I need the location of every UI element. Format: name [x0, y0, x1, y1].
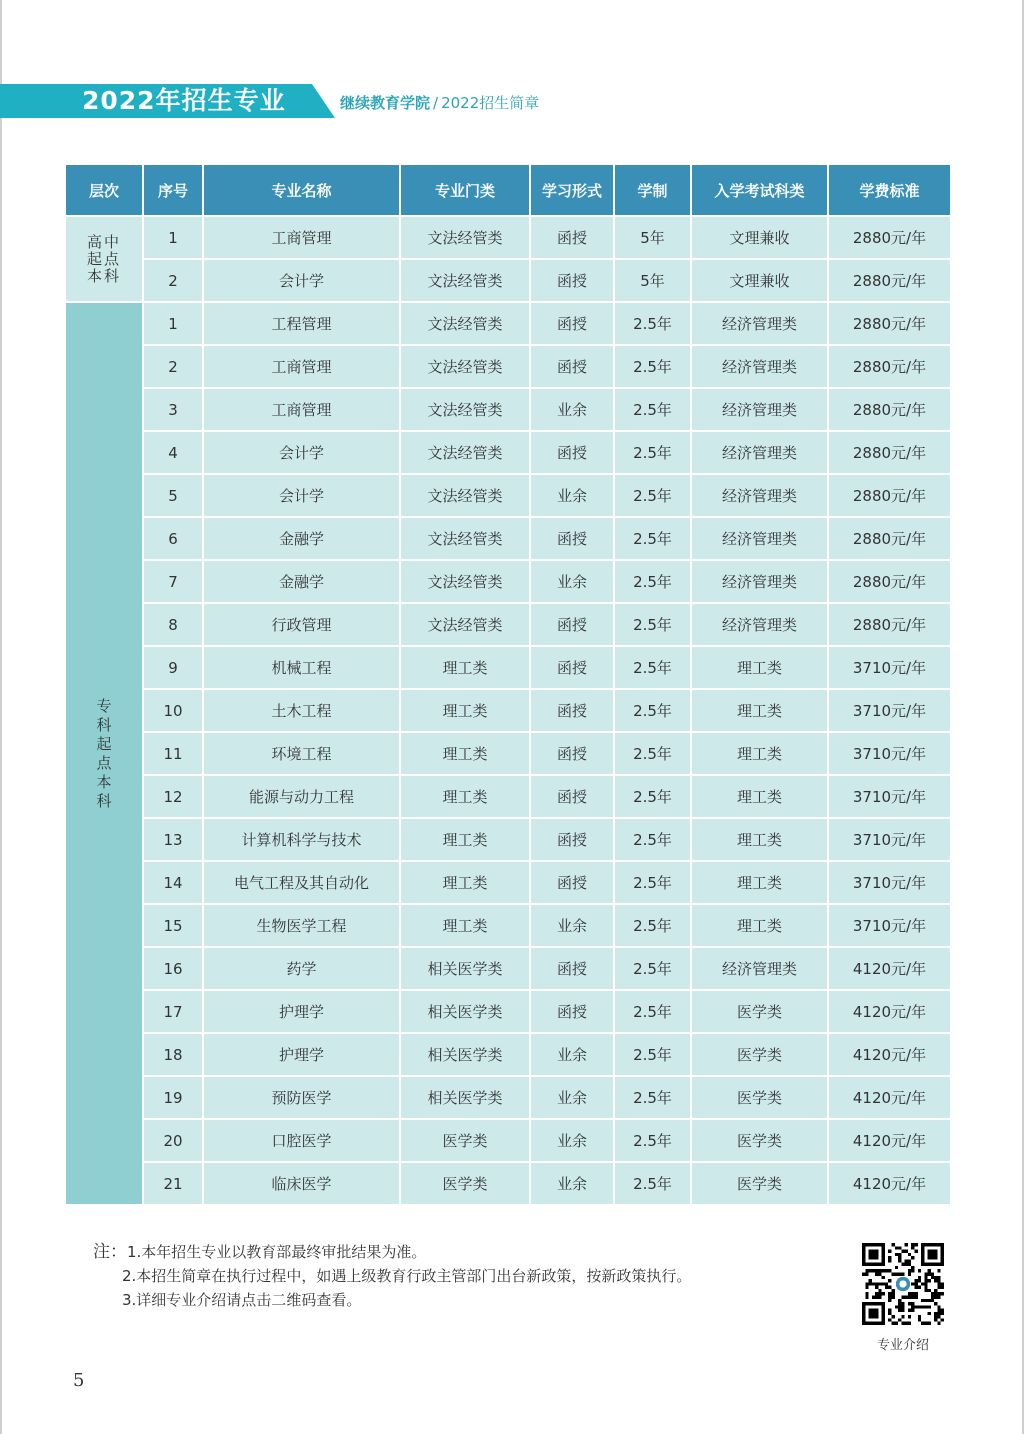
school-name: 继续教育学院 — [340, 94, 431, 112]
cell-study-mode: 业余 — [530, 388, 614, 431]
cell-major: 工商管理 — [203, 345, 400, 388]
table-row — [66, 431, 950, 474]
cell-study-mode: 函授 — [530, 345, 614, 388]
cell-major: 行政管理 — [203, 603, 400, 646]
cell-major: 工商管理 — [203, 216, 400, 259]
cell-category: 相关医学类 — [400, 1033, 530, 1076]
header-exam-subject: 入学考试科类 — [691, 165, 828, 216]
cell-exam-subject: 经济管理类 — [691, 560, 828, 603]
cell-tuition: 2880元/年 — [828, 302, 950, 345]
cell-study-mode: 函授 — [530, 861, 614, 904]
table-row — [66, 1033, 950, 1076]
table-row — [66, 1076, 950, 1119]
cell-exam-subject: 医学类 — [691, 1162, 828, 1205]
table-row — [66, 1119, 950, 1162]
cell-category: 文法经管类 — [400, 517, 530, 560]
level-cell — [66, 302, 143, 1205]
note-item: 2.本招生简章在执行过程中，如遇上级教育行政主管部门出台新政策，按新政策执行。 — [122, 1267, 692, 1285]
table-row — [66, 646, 950, 689]
cell-category: 文法经管类 — [400, 388, 530, 431]
cell-duration: 2.5年 — [614, 431, 691, 474]
page-number: 5 — [73, 1370, 85, 1391]
cell-duration: 2.5年 — [614, 517, 691, 560]
cell-seq: 4 — [143, 431, 203, 474]
cell-seq: 3 — [143, 388, 203, 431]
cell-exam-subject: 医学类 — [691, 1033, 828, 1076]
cell-duration: 2.5年 — [614, 388, 691, 431]
cell-duration: 2.5年 — [614, 990, 691, 1033]
cell-exam-subject: 经济管理类 — [691, 302, 828, 345]
cell-tuition: 4120元/年 — [828, 947, 950, 990]
table-row — [66, 1162, 950, 1205]
cell-study-mode: 业余 — [530, 560, 614, 603]
cell-major: 会计学 — [203, 259, 400, 302]
level-label: 高中起点本科 — [86, 232, 121, 285]
cell-tuition: 3710元/年 — [828, 775, 950, 818]
cell-duration: 2.5年 — [614, 947, 691, 990]
cell-study-mode: 业余 — [530, 904, 614, 947]
cell-major: 机械工程 — [203, 646, 400, 689]
cell-category: 理工类 — [400, 818, 530, 861]
cell-exam-subject: 经济管理类 — [691, 388, 828, 431]
cell-major: 预防医学 — [203, 1076, 400, 1119]
cell-major: 金融学 — [203, 560, 400, 603]
cell-tuition: 2880元/年 — [828, 345, 950, 388]
header-level: 层次 — [66, 165, 143, 216]
cell-exam-subject: 医学类 — [691, 1119, 828, 1162]
cell-major: 会计学 — [203, 474, 400, 517]
cell-category: 文法经管类 — [400, 259, 530, 302]
cell-category: 文法经管类 — [400, 603, 530, 646]
cell-duration: 2.5年 — [614, 1033, 691, 1076]
cell-duration: 2.5年 — [614, 689, 691, 732]
brochure-title: 2022招生简章 — [441, 94, 540, 112]
cell-study-mode: 函授 — [530, 302, 614, 345]
cell-seq: 19 — [143, 1076, 203, 1119]
cell-study-mode: 函授 — [530, 646, 614, 689]
cell-major: 土木工程 — [203, 689, 400, 732]
cell-duration: 2.5年 — [614, 861, 691, 904]
cell-seq: 17 — [143, 990, 203, 1033]
cell-category: 理工类 — [400, 732, 530, 775]
cell-major: 计算机科学与技术 — [203, 818, 400, 861]
cell-tuition: 3710元/年 — [828, 646, 950, 689]
cell-seq: 2 — [143, 345, 203, 388]
cell-tuition: 4120元/年 — [828, 1076, 950, 1119]
cell-tuition: 2880元/年 — [828, 388, 950, 431]
qr-code[interactable] — [862, 1243, 944, 1325]
table-row — [66, 388, 950, 431]
cell-major: 口腔医学 — [203, 1119, 400, 1162]
cell-major: 环境工程 — [203, 732, 400, 775]
cell-exam-subject: 理工类 — [691, 904, 828, 947]
notes — [93, 1240, 691, 1312]
cell-study-mode: 函授 — [530, 947, 614, 990]
cell-category: 文法经管类 — [400, 345, 530, 388]
note-item: 3.详细专业介绍请点击二维码查看。 — [122, 1291, 362, 1309]
cell-major: 金融学 — [203, 517, 400, 560]
cell-duration: 2.5年 — [614, 345, 691, 388]
table-row — [66, 302, 950, 345]
cell-major: 会计学 — [203, 431, 400, 474]
cell-seq: 13 — [143, 818, 203, 861]
cell-tuition: 2880元/年 — [828, 216, 950, 259]
cell-tuition: 3710元/年 — [828, 818, 950, 861]
cell-duration: 2.5年 — [614, 732, 691, 775]
cell-tuition: 2880元/年 — [828, 517, 950, 560]
qr-caption: 专业介绍 — [876, 1338, 929, 1353]
cell-category: 理工类 — [400, 689, 530, 732]
note-item: 1.本年招生专业以教育部最终审批结果为准。 — [127, 1243, 427, 1261]
cell-exam-subject: 医学类 — [691, 990, 828, 1033]
cell-category: 相关医学类 — [400, 990, 530, 1033]
cell-major: 能源与动力工程 — [203, 775, 400, 818]
table-row — [66, 517, 950, 560]
table-row — [66, 345, 950, 388]
header-seq: 序号 — [143, 165, 203, 216]
cell-duration: 2.5年 — [614, 1119, 691, 1162]
cell-major: 电气工程及其自动化 — [203, 861, 400, 904]
cell-exam-subject: 理工类 — [691, 689, 828, 732]
cell-major: 护理学 — [203, 1033, 400, 1076]
table-row — [66, 603, 950, 646]
cell-study-mode: 业余 — [530, 1076, 614, 1119]
cell-tuition: 4120元/年 — [828, 1119, 950, 1162]
cell-category: 医学类 — [400, 1162, 530, 1205]
table-row — [66, 990, 950, 1033]
level-cell — [66, 216, 143, 302]
cell-study-mode: 函授 — [530, 689, 614, 732]
cell-exam-subject: 经济管理类 — [691, 474, 828, 517]
cell-study-mode: 函授 — [530, 775, 614, 818]
cell-seq: 1 — [143, 302, 203, 345]
table-row — [66, 775, 950, 818]
cell-duration: 2.5年 — [614, 474, 691, 517]
cell-duration: 2.5年 — [614, 904, 691, 947]
header-tuition: 学费标准 — [828, 165, 950, 216]
cell-seq: 18 — [143, 1033, 203, 1076]
cell-seq: 21 — [143, 1162, 203, 1205]
cell-major: 工程管理 — [203, 302, 400, 345]
cell-category: 理工类 — [400, 861, 530, 904]
cell-tuition: 3710元/年 — [828, 904, 950, 947]
cell-seq: 6 — [143, 517, 203, 560]
cell-seq: 10 — [143, 689, 203, 732]
header-duration: 学制 — [614, 165, 691, 216]
page-title: 2022年招生专业 — [82, 86, 286, 115]
cell-category: 医学类 — [400, 1119, 530, 1162]
level-label: 专科起点本科 — [96, 696, 112, 810]
cell-duration: 2.5年 — [614, 560, 691, 603]
table-row — [66, 216, 950, 259]
table-row — [66, 474, 950, 517]
subheading-separator: / — [433, 94, 439, 112]
cell-exam-subject: 理工类 — [691, 646, 828, 689]
cell-seq: 20 — [143, 1119, 203, 1162]
cell-major: 护理学 — [203, 990, 400, 1033]
cell-seq: 14 — [143, 861, 203, 904]
cell-tuition: 3710元/年 — [828, 689, 950, 732]
cell-duration: 5年 — [614, 259, 691, 302]
cell-category: 理工类 — [400, 646, 530, 689]
cell-exam-subject: 理工类 — [691, 818, 828, 861]
cell-tuition: 2880元/年 — [828, 259, 950, 302]
cell-exam-subject: 理工类 — [691, 861, 828, 904]
table-row — [66, 259, 950, 302]
cell-category: 文法经管类 — [400, 474, 530, 517]
cell-category: 理工类 — [400, 904, 530, 947]
cell-seq: 11 — [143, 732, 203, 775]
cell-major: 药学 — [203, 947, 400, 990]
header-study-mode: 学习形式 — [530, 165, 614, 216]
cell-tuition: 2880元/年 — [828, 474, 950, 517]
cell-tuition: 2880元/年 — [828, 603, 950, 646]
subheading — [340, 92, 539, 113]
cell-tuition: 4120元/年 — [828, 1033, 950, 1076]
cell-study-mode: 函授 — [530, 431, 614, 474]
majors-table — [66, 165, 950, 1206]
cell-study-mode: 函授 — [530, 732, 614, 775]
cell-exam-subject: 经济管理类 — [691, 345, 828, 388]
cell-category: 文法经管类 — [400, 216, 530, 259]
cell-category: 相关医学类 — [400, 947, 530, 990]
cell-exam-subject: 文理兼收 — [691, 259, 828, 302]
cell-study-mode: 业余 — [530, 474, 614, 517]
cell-exam-subject: 理工类 — [691, 775, 828, 818]
cell-exam-subject: 医学类 — [691, 1076, 828, 1119]
table-row — [66, 689, 950, 732]
cell-duration: 2.5年 — [614, 646, 691, 689]
cell-study-mode: 业余 — [530, 1162, 614, 1205]
cell-seq: 12 — [143, 775, 203, 818]
cell-study-mode: 业余 — [530, 1033, 614, 1076]
table-row — [66, 861, 950, 904]
cell-exam-subject: 经济管理类 — [691, 517, 828, 560]
header-category: 专业门类 — [400, 165, 530, 216]
cell-tuition: 2880元/年 — [828, 560, 950, 603]
cell-study-mode: 函授 — [530, 517, 614, 560]
cell-study-mode: 函授 — [530, 603, 614, 646]
table-row — [66, 732, 950, 775]
table-header-row — [66, 165, 950, 216]
cell-category: 文法经管类 — [400, 560, 530, 603]
table-row — [66, 947, 950, 990]
cell-major: 生物医学工程 — [203, 904, 400, 947]
cell-study-mode: 业余 — [530, 1119, 614, 1162]
cell-tuition: 4120元/年 — [828, 1162, 950, 1205]
cell-tuition: 4120元/年 — [828, 990, 950, 1033]
notes-label: 注： — [93, 1242, 127, 1262]
cell-duration: 2.5年 — [614, 1076, 691, 1119]
cell-exam-subject: 经济管理类 — [691, 603, 828, 646]
cell-tuition: 3710元/年 — [828, 861, 950, 904]
cell-duration: 2.5年 — [614, 775, 691, 818]
cell-duration: 5年 — [614, 216, 691, 259]
cell-exam-subject: 文理兼收 — [691, 216, 828, 259]
cell-seq: 1 — [143, 216, 203, 259]
cell-seq: 9 — [143, 646, 203, 689]
cell-seq: 7 — [143, 560, 203, 603]
cell-category: 理工类 — [400, 775, 530, 818]
cell-major: 临床医学 — [203, 1162, 400, 1205]
cell-duration: 2.5年 — [614, 818, 691, 861]
cell-duration: 2.5年 — [614, 1162, 691, 1205]
cell-seq: 8 — [143, 603, 203, 646]
cell-duration: 2.5年 — [614, 603, 691, 646]
cell-tuition: 3710元/年 — [828, 732, 950, 775]
cell-seq: 2 — [143, 259, 203, 302]
table-row — [66, 904, 950, 947]
cell-exam-subject: 理工类 — [691, 732, 828, 775]
table-row — [66, 818, 950, 861]
cell-duration: 2.5年 — [614, 302, 691, 345]
page-edge-left — [0, 0, 2, 1434]
cell-exam-subject: 经济管理类 — [691, 431, 828, 474]
cell-study-mode: 函授 — [530, 818, 614, 861]
cell-seq: 16 — [143, 947, 203, 990]
cell-category: 文法经管类 — [400, 302, 530, 345]
cell-study-mode: 函授 — [530, 216, 614, 259]
cell-study-mode: 函授 — [530, 259, 614, 302]
cell-exam-subject: 经济管理类 — [691, 947, 828, 990]
cell-category: 相关医学类 — [400, 1076, 530, 1119]
header-major: 专业名称 — [203, 165, 400, 216]
cell-study-mode: 函授 — [530, 990, 614, 1033]
table-row — [66, 560, 950, 603]
cell-seq: 5 — [143, 474, 203, 517]
cell-seq: 15 — [143, 904, 203, 947]
cell-tuition: 2880元/年 — [828, 431, 950, 474]
cell-major: 工商管理 — [203, 388, 400, 431]
cell-category: 文法经管类 — [400, 431, 530, 474]
